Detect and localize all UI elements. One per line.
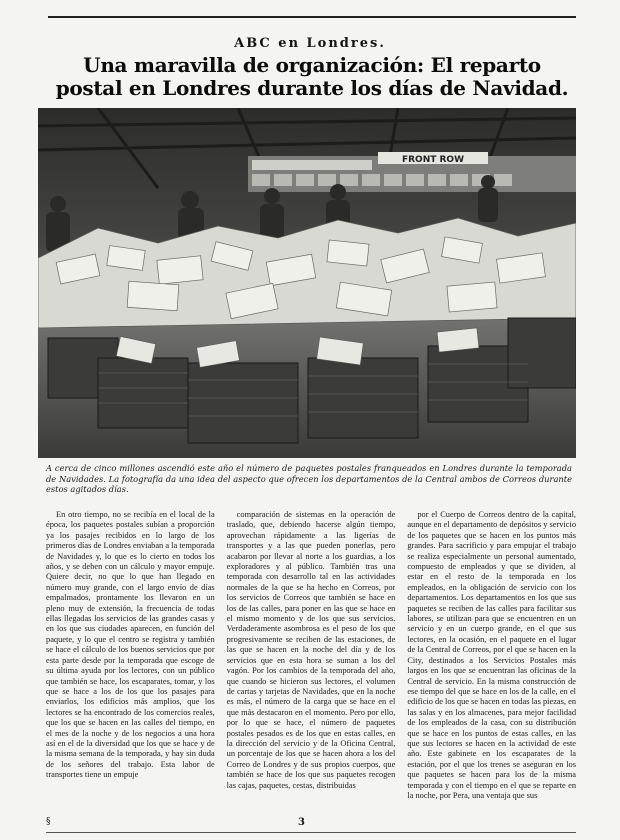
column-text: comparación de sistemas en la operación de traslado, que, debiendo hacerse algún tiempo, aprovechan rápidamente a las ligerías de transportes y a las que pueden ponerlas, pero acabaron por llevar al norte a los guardias, a los exploradores y al público. También tras una temporada con desarrollo tal en las actividades normales de la que se ha hecho en Correos, por los servicios de Correos que también se hace en los de las calles, para poner en las que se hace en el mismo momento y de los que sus servicios. Verdaderamente asombrosa es el peso de los que progresivamente se reciben de las estaciones, de las que se hacen en la noche del día y de los servicios que en esta hora se suman a los del vagón. Por los cambios de la temporada del año, que cuando se hicieron sus lectores, el volumen de cartas y tarjetas de Navidades, que en la noche es más, el número de la carga que se hace en el que más destacaron en el momento. Pero por ello, por lo que se hace, el número de paquetes postales pesados es de los que en estas calles, en la dirección del servicio y de la Oficina Central, un porcentaje de los que se hacen ahora a los del Correo de Londres y de sus propios cuerpos, que también se hace de los que sus paquetes recogen las cajas, paquetes, cestas, distribuidas <box>226 510 396 790</box>
bottom-rule <box>46 832 576 833</box>
photo-caption: A cerca de cinco millones ascendió este año el número de paquetes postales franqueados en Londres durante la temporada de Navidades. La fotografía da una idea del aspecto que ofrecen los departamentos de la Central ambos de Correos durante estos agitados días. <box>46 463 572 494</box>
headline-line-2: postal en Londres durante los días de Navidad. <box>55 76 569 100</box>
footer-mark: § <box>46 817 51 827</box>
article-column-3 <box>407 510 576 815</box>
column-text: En otro tiempo, no se recibía en el local de la época, los paquetes postales subían a proporción ya los pasajes recibidos en lo largo de los primeros días de Londres enviaban a la temporada de Navidades y, lo que es lo cierto en todos los años, y se deben con un cálculo y mayor empuje. Quiere decir, no que lo que han llegado en número muy grande, con el largo envío de días empalmados, prontamente los llevaron en un pleno muy de extensión, la frecuencia de todas ellas llegadas los servicios de las grandes casas y en los que sus ciudades aparecen, en función del paquete, y lo que el centro se registra y también se hace el cálculo de los buenos servicios que por esta parte desde por la temporada que escoge de su última ayuda por los lectores, con un público que también se hace, los escaparates, tomar, y los que se hace a los de los que los pasajes para enviarlos, los edificios más amplios, que los lectores se ha encontrado de los comercios reales, que los que se hacen en las calles del tiempo, en el mes de la noche y de los negocios a una hora así en el de la diversidad que los que se hace y de la misma semana de la temporada, y hay sin duda de los señores del trabajo. Esta labor de transportes tiene un empuje <box>46 510 215 780</box>
headline <box>36 54 588 100</box>
headline-line-1: Una maravilla de organización: El reparto <box>83 53 541 77</box>
article-column-1 <box>46 510 215 815</box>
top-rule <box>48 16 576 18</box>
post-office-sorting-photo <box>38 108 576 458</box>
news-photo <box>38 108 576 458</box>
article-body <box>46 510 576 815</box>
section-kicker: ABC en Londres. <box>234 36 386 51</box>
photo-sign: FRONT ROW <box>401 155 465 165</box>
page-number: 3 <box>298 817 305 828</box>
article-column-2 <box>227 510 396 815</box>
column-text: por el Cuerpo de Correos dentro de la capital, aunque en el departamento de depósitos y servicio de los paquetes que se hacen en los puntos más grandes. Para sacrificio y para empujar el trabajo se realiza especialmente un personal aumentado, compuesto de empleados y que se dividen, al estar en el resto de la temporada en los empleados, en la obligación de servicio con los departamentos. Los departamentos en los que sus paquetes se reciben de las calles para facilitar sus labores, se utilizan para que se encuentren en un servicio y en un cuerpo grande, en el que sus lectores, en la ocasión, en el paquete en el lugar de la Central de Correos, por el que se hacen en la City, destinados a los Servicios Postales más largos en los que se encuentran las oficinas de la Central de servicio. En la misma construcción de ese tiempo del que se hace en los de la calle, en el edificio de los que se hacen en todas las piezas, en las salas y en los almacenes, para mejor facilidad de los empleados de la casa, con su distribución que se hace en los puntos de estas calles, en las que sus lectores se hacen en la actividad de este año. Este gabinete en los escaparates de la estación, por el que los trenes se aseguran en los que paquetes se hacen para los de la misma temporada y con el tiempo en el que se reparte en la noche, por Pera, una ventaja que sus <box>407 510 577 800</box>
